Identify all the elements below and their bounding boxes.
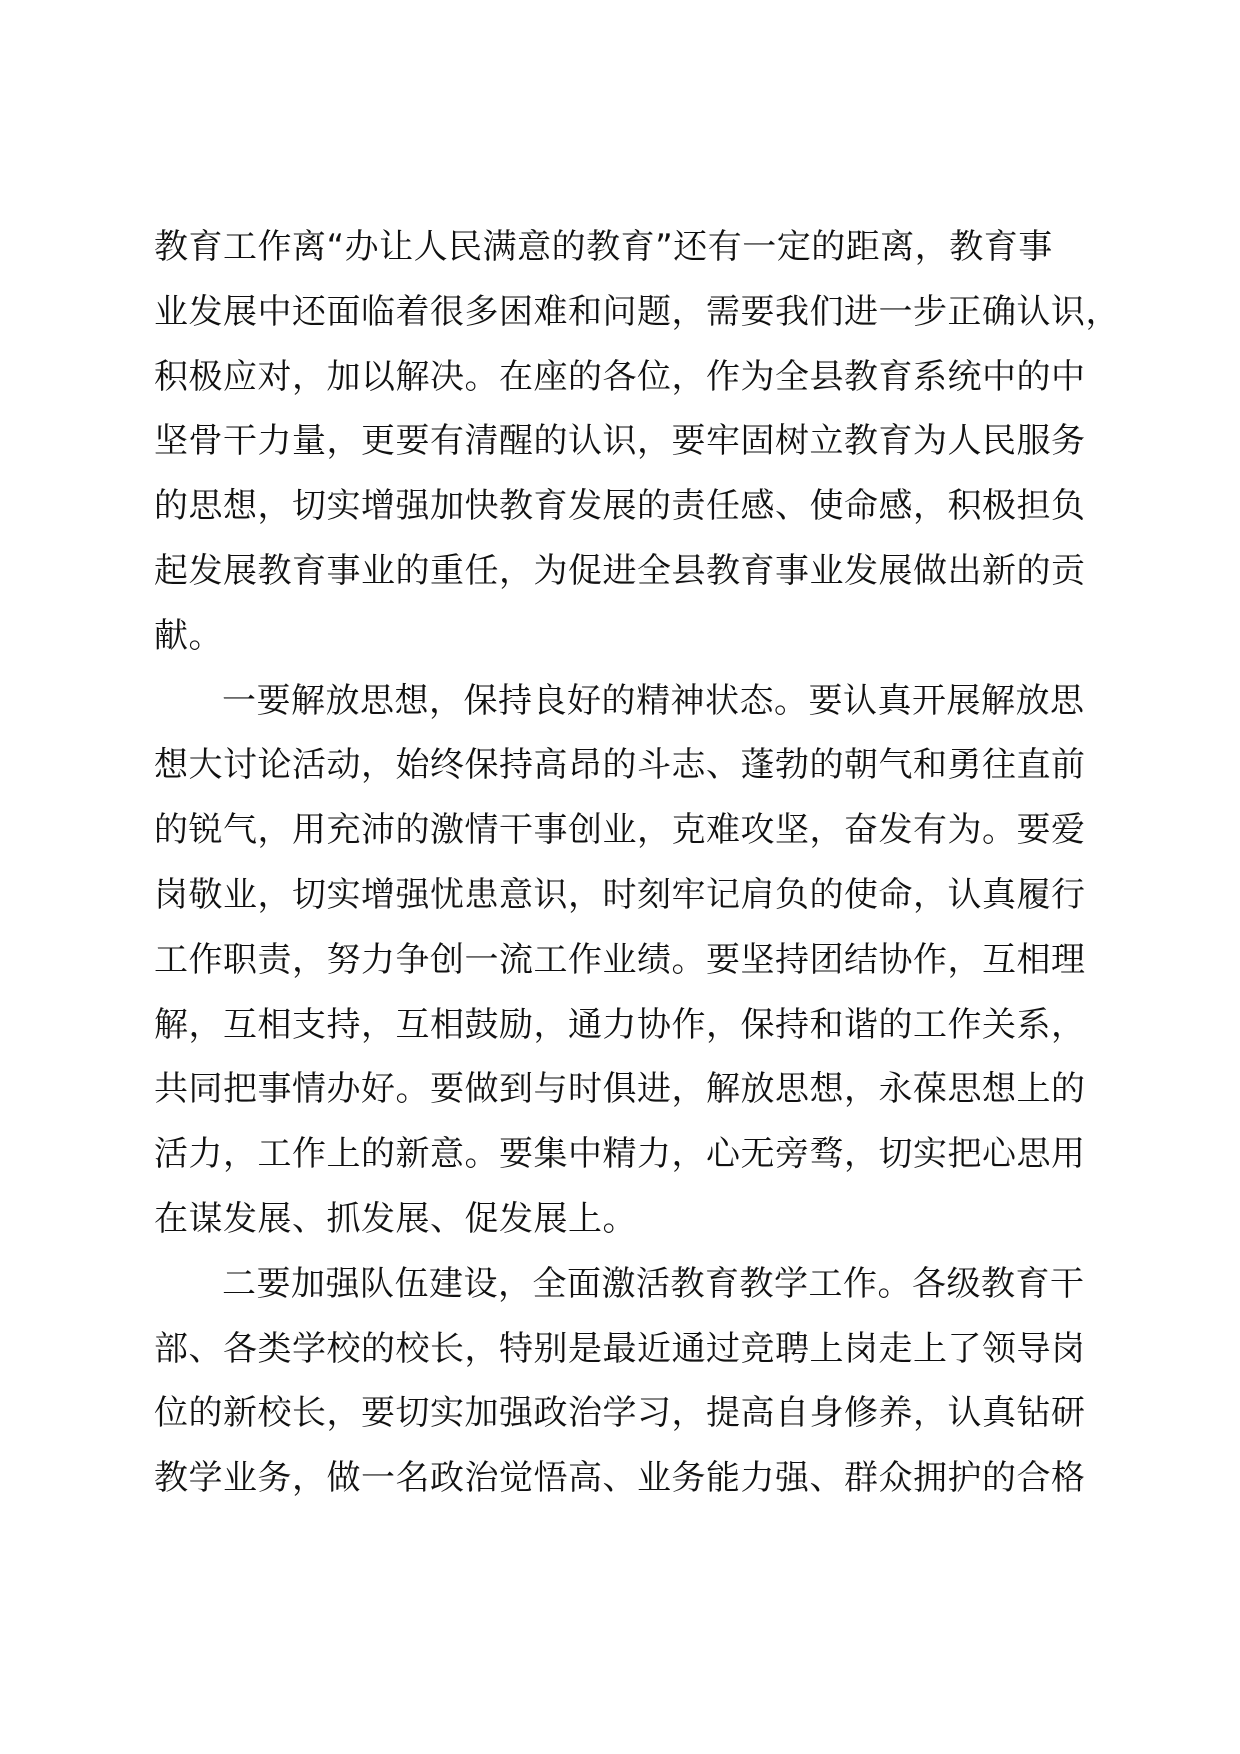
body-text xyxy=(154,215,1120,1511)
text-line: 解，互相支持，互相鼓励，通力协作，保持和谐的工作关系， xyxy=(154,1004,1086,1045)
text-line: 想大讨论活动，始终保持高昂的斗志、蓬勃的朝气和勇往直前 xyxy=(154,745,1086,786)
text-line: 起发展教育事业的重任，为促进全县教育事业发展做出新的贡 xyxy=(154,550,1086,591)
text-line: 的思想，切实增强加快教育发展的责任感、使命感，积极担负 xyxy=(154,486,1086,527)
text-line: 积极应对，加以解决。在座的各位，作为全县教育系统中的中 xyxy=(154,356,1086,397)
text-line: 坚骨干力量，更要有清醒的认识，要牢固树立教育为人民服务 xyxy=(154,421,1086,462)
text-line: 业发展中还面临着很多困难和问题，需要我们进一步正确认识， xyxy=(154,291,1120,332)
paragraph-first-line: 二要加强队伍建设，全面激活教育教学工作。各级教育干 xyxy=(222,1263,1085,1304)
text-line: 教育工作离“办让人民满意的教育”还有一定的距离，教育事 xyxy=(154,227,1053,267)
text-line: 部、各类学校的校长，特别是最近通过竞聘上岗走上了领导岗 xyxy=(154,1328,1086,1369)
text-line: 活力，工作上的新意。要集中精力，心无旁骛，切实把心思用 xyxy=(154,1134,1086,1175)
text-line: 的锐气，用充沛的激情干事创业，克难攻坚，奋发有为。要爱 xyxy=(154,810,1086,851)
text-line: 位的新校长，要切实加强政治学习，提高自身修养，认真钻研 xyxy=(154,1393,1086,1434)
text-line: 献。 xyxy=(154,615,223,656)
text-line: 共同把事情办好。要做到与时俱进，解放思想，永葆思想上的 xyxy=(154,1069,1086,1110)
text-line: 在谋发展、抓发展、促发展上。 xyxy=(154,1198,637,1239)
paragraph-first-line: 一要解放思想，保持良好的精神状态。要认真开展解放思 xyxy=(222,680,1085,721)
text-line: 工作职责，努力争创一流工作业绩。要坚持团结协作，互相理 xyxy=(154,939,1086,980)
text-line: 岗敬业，切实增强忧患意识，时刻牢记肩负的使命，认真履行 xyxy=(154,874,1086,915)
text-line: 教学业务，做一名政治觉悟高、业务能力强、群众拥护的合格 xyxy=(154,1458,1086,1499)
